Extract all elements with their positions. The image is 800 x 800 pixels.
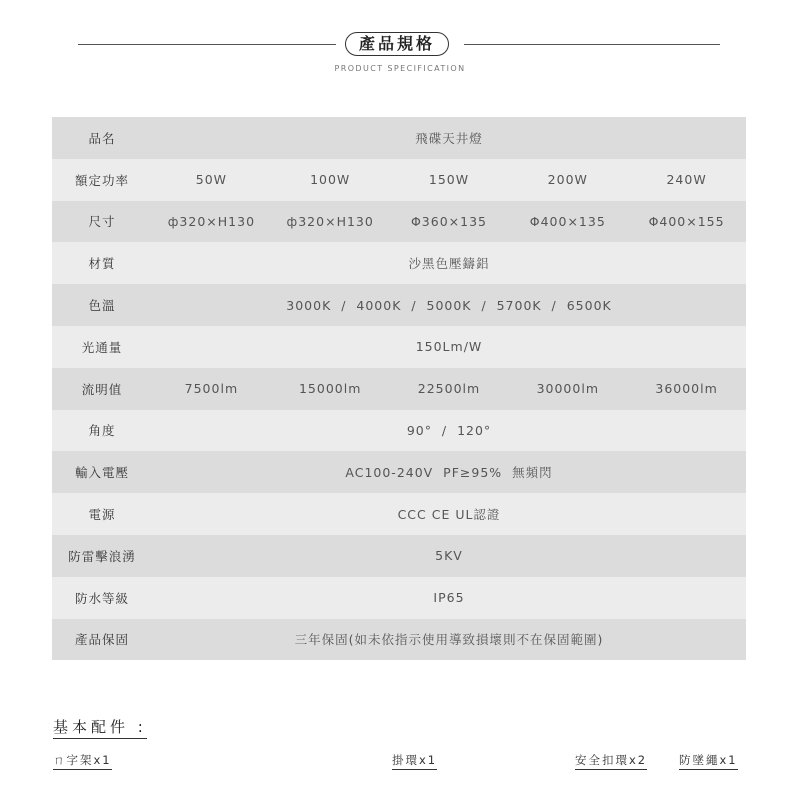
spec-row-surge-protection <box>52 535 746 577</box>
spec-cell: Φ400×155 <box>648 213 725 229</box>
spec-cell: 36000lm <box>655 381 718 397</box>
spec-cell: 150W <box>428 172 470 188</box>
accessory-item: 掛環x1 <box>392 752 437 770</box>
spec-row-power <box>52 159 746 201</box>
page-title: 產品規格 <box>345 32 449 56</box>
spec-value: AC100-240V PF≥95% 無頻閃 <box>345 465 553 481</box>
spec-value: 90° / 120° <box>406 422 492 438</box>
spec-value: 飛碟天井燈 <box>415 130 483 146</box>
spec-value: 三年保固(如未依指示使用導致損壞則不在保固範圍) <box>294 632 604 648</box>
page-subtitle: PRODUCT SPECIFICATION <box>334 64 466 73</box>
spec-label: 材質 <box>88 256 116 272</box>
spec-label: 品名 <box>88 130 116 146</box>
spec-cell: Φ360×135 <box>410 213 487 229</box>
spec-row-material <box>52 242 746 284</box>
spec-row-beam-angle <box>52 410 746 452</box>
spec-label: 流明值 <box>81 381 123 397</box>
spec-value: 150Lm/W <box>415 339 483 355</box>
spec-row-power-supply <box>52 493 746 535</box>
spec-label: 角度 <box>88 423 116 439</box>
spec-row-lumens <box>52 368 746 410</box>
spec-cell: 200W <box>547 172 588 188</box>
spec-cell: 100W <box>310 172 351 188</box>
spec-cell: Φ400×135 <box>529 213 606 229</box>
accessories-title: 基本配件 : <box>53 716 147 739</box>
spec-label: 色溫 <box>88 298 116 314</box>
spec-label: 尺寸 <box>88 214 116 230</box>
spec-cell: ф320×H130 <box>167 213 256 229</box>
spec-cell: 7500lm <box>184 381 239 397</box>
spec-label: 防水等級 <box>74 590 129 606</box>
spec-value: IP65 <box>433 590 465 606</box>
spec-label: 輸入電壓 <box>74 465 129 481</box>
spec-row-color-temp <box>52 284 746 326</box>
spec-label: 電源 <box>88 507 116 523</box>
spec-header <box>0 30 800 80</box>
header-divider-left <box>78 44 336 45</box>
spec-value: 5KV <box>435 548 463 564</box>
spec-row-luminous-efficacy <box>52 326 746 368</box>
spec-cell: 15000lm <box>298 381 362 397</box>
spec-table <box>52 117 746 660</box>
spec-row-waterproof <box>52 577 746 619</box>
spec-value: CCC CE UL認證 <box>397 507 501 523</box>
header-divider-right <box>464 44 720 45</box>
spec-cell: 22500lm <box>417 381 481 397</box>
accessory-item: 安全扣環x2 <box>575 752 647 770</box>
spec-row-product-name <box>52 117 746 159</box>
spec-cell: ф320×H130 <box>286 213 374 229</box>
spec-cell: 30000lm <box>536 381 599 397</box>
spec-row-input-voltage <box>52 451 746 493</box>
spec-row-warranty <box>52 619 746 661</box>
spec-cell: 240W <box>666 172 707 188</box>
spec-cell: 50W <box>195 172 228 188</box>
spec-label: 額定功率 <box>74 172 129 188</box>
spec-label: 防雷擊浪湧 <box>68 548 136 564</box>
spec-row-size <box>52 201 746 243</box>
accessory-item: ㄇ字架x1 <box>53 752 112 770</box>
accessory-item: 防墜繩x1 <box>679 752 738 770</box>
spec-value: 沙黑色壓鑄鋁 <box>408 256 490 272</box>
spec-label: 光通量 <box>81 339 123 355</box>
spec-label: 產品保固 <box>74 632 129 648</box>
spec-value: 3000K / 4000K / 5000K / 5700K / 6500K <box>286 297 612 313</box>
